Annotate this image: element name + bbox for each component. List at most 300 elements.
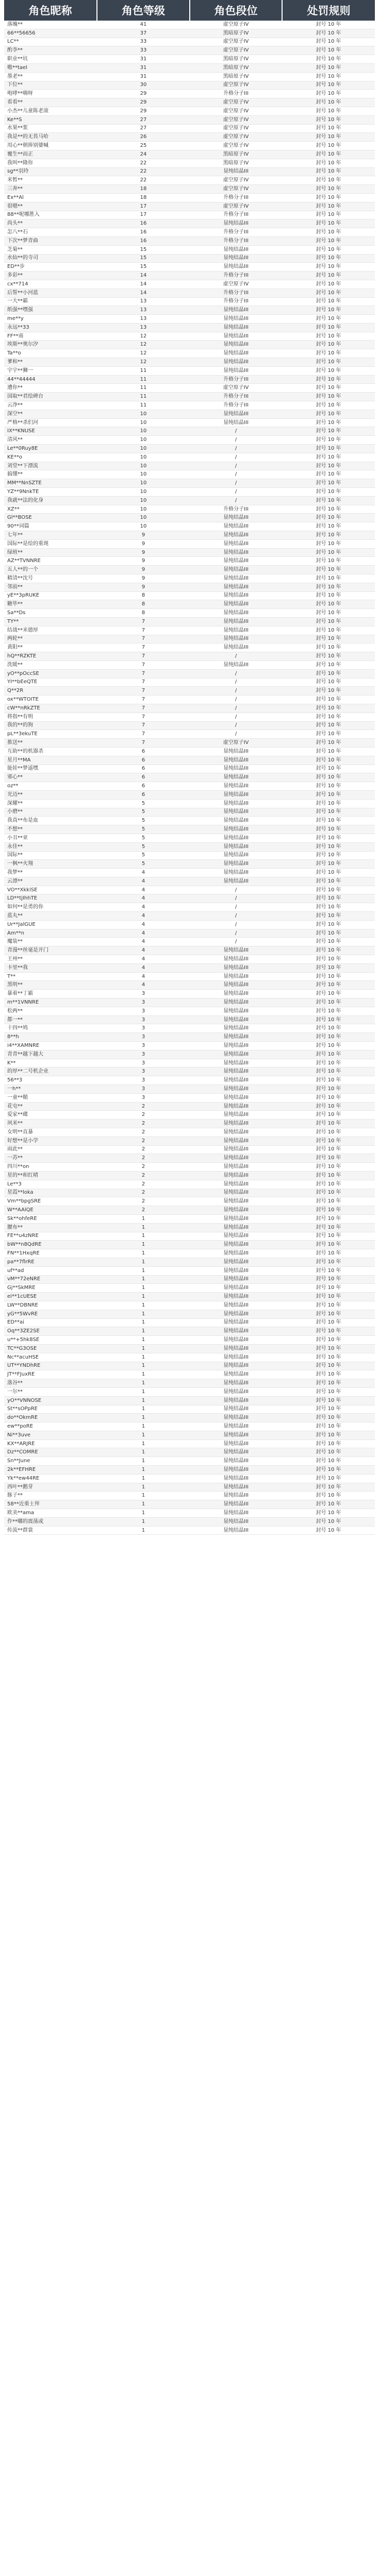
player-name: 云净** (4, 401, 97, 410)
table-row (4, 193, 375, 202)
player-name: FE**u4zNRE (4, 1232, 97, 1241)
penalty-rule: 封号 10 年 (282, 617, 375, 626)
table-row (4, 972, 375, 981)
player-rank: 显纯结晶III (190, 1396, 282, 1405)
player-rank: 显纯结晶III (190, 557, 282, 566)
table-row (4, 55, 375, 64)
table-row (4, 1102, 375, 1111)
penalty-rule: 封号 10 年 (282, 393, 375, 401)
player-name: 我就**法的化身 (4, 496, 97, 505)
penalty-rule: 封号 10 年 (282, 1128, 375, 1137)
player-name: 小丑**亚 (4, 834, 97, 842)
penalty-rule: 封号 10 年 (282, 583, 375, 591)
player-rank: 显纯结晶III (190, 583, 282, 591)
player-rank: 虚空原子IV (190, 107, 282, 115)
player-rank: 显纯结晶III (190, 1145, 282, 1154)
penalty-rule: 封号 10 年 (282, 375, 375, 384)
table-row (4, 445, 375, 453)
player-rank: / (190, 696, 282, 704)
player-name: 职业**坑 (4, 55, 97, 64)
player-rank: 虚空原子IV (190, 185, 282, 194)
player-rank: 显纯结晶III (190, 834, 282, 842)
table-row (4, 998, 375, 1007)
player-name: 酌李** (4, 46, 97, 55)
player-name: sg**羽玲 (4, 167, 97, 176)
player-name: TY** (4, 617, 97, 626)
table-row (4, 955, 375, 964)
table-row (4, 185, 375, 194)
table-body (4, 21, 375, 1535)
player-level: 3 (97, 1085, 190, 1094)
penalty-rule: 封号 10 年 (282, 488, 375, 497)
penalty-rule: 封号 10 年 (282, 955, 375, 964)
penalty-rule: 封号 10 年 (282, 410, 375, 418)
player-rank: 显纯结晶III (190, 998, 282, 1007)
player-rank: 显纯结晶III (190, 263, 282, 272)
player-name: 推送** (4, 739, 97, 748)
table-row (4, 1128, 375, 1137)
table-row (4, 1293, 375, 1301)
player-level: 11 (97, 401, 190, 410)
penalty-rule: 封号 10 年 (282, 453, 375, 462)
player-rank: 显纯结晶III (190, 1284, 282, 1293)
player-name: vM**72eNRE (4, 1275, 97, 1284)
player-level: 16 (97, 236, 190, 245)
table-row (4, 496, 375, 505)
penalty-rule: 封号 10 年 (282, 557, 375, 566)
player-level: 1 (97, 1439, 190, 1448)
player-rank: 黑暗原子IV (190, 29, 282, 38)
player-level: 8 (97, 600, 190, 609)
table-row (4, 643, 375, 652)
player-name: 西叶**鹅芽 (4, 1483, 97, 1492)
table-row (4, 1448, 375, 1457)
player-name: 我的**的狗 (4, 721, 97, 730)
player-name: Q**2R (4, 687, 97, 696)
penalty-rule: 封号 10 年 (282, 1050, 375, 1059)
player-level: 29 (97, 90, 190, 98)
player-rank: 升格分子III (190, 505, 282, 514)
penalty-rule: 封号 10 年 (282, 773, 375, 782)
table-row (4, 488, 375, 497)
penalty-rule: 封号 10 年 (282, 894, 375, 903)
player-name: 欧美**ama (4, 1509, 97, 1518)
table-row (4, 1336, 375, 1345)
table-row (4, 696, 375, 704)
player-level: 6 (97, 782, 190, 791)
table-row (4, 272, 375, 280)
table-row (4, 142, 375, 150)
player-level: 16 (97, 219, 190, 228)
penalty-rule: 封号 10 年 (282, 808, 375, 817)
penalty-rule: 封号 10 年 (282, 133, 375, 142)
player-rank: / (190, 479, 282, 488)
player-rank: 显纯结晶III (190, 990, 282, 998)
penalty-rule: 封号 10 年 (282, 963, 375, 972)
player-level: 6 (97, 747, 190, 756)
player-name: 我梦** (4, 869, 97, 877)
penalty-rule: 封号 10 年 (282, 98, 375, 107)
player-rank: 显纯结晶III (190, 1492, 282, 1500)
player-level: 22 (97, 159, 190, 167)
player-level: 3 (97, 1067, 190, 1076)
player-rank: / (190, 678, 282, 687)
table-row (4, 263, 375, 272)
table-row (4, 747, 375, 756)
player-rank: 显纯结晶III (190, 1483, 282, 1492)
player-rank: 显纯结晶III (190, 1042, 282, 1050)
penalty-rule: 封号 10 年 (282, 877, 375, 886)
penalty-rule: 封号 10 年 (282, 1102, 375, 1111)
table-row (4, 583, 375, 591)
player-level: 2 (97, 1128, 190, 1137)
player-level: 17 (97, 211, 190, 219)
player-rank: 显纯结晶III (190, 1197, 282, 1206)
player-rank: 显纯结晶III (190, 773, 282, 782)
penalty-rule: 封号 10 年 (282, 1344, 375, 1353)
player-level: 7 (97, 713, 190, 721)
player-name: i4**XAMNRE (4, 1042, 97, 1050)
player-rank: 显纯结晶III (190, 808, 282, 817)
player-name: FN**1HxqRE (4, 1249, 97, 1258)
player-level: 27 (97, 115, 190, 124)
penalty-rule: 封号 10 年 (282, 332, 375, 341)
player-rank: 显纯结晶III (190, 1431, 282, 1439)
player-name: 松两** (4, 1007, 97, 1015)
player-level: 7 (97, 696, 190, 704)
player-rank: 显纯结晶III (190, 1405, 282, 1414)
player-level: 9 (97, 531, 190, 540)
penalty-rule: 封号 10 年 (282, 1180, 375, 1189)
penalty-rule: 封号 10 年 (282, 185, 375, 194)
player-name: XZ** (4, 505, 97, 514)
player-level: 22 (97, 167, 190, 176)
player-name: Le**0Ruy8E (4, 445, 97, 453)
player-rank: 升格分子III (190, 375, 282, 384)
player-name: 两轮** (4, 635, 97, 643)
player-level: 1 (97, 1249, 190, 1258)
penalty-rule: 封号 10 年 (282, 72, 375, 81)
table-row (4, 1067, 375, 1076)
table-row (4, 1509, 375, 1518)
table-row (4, 514, 375, 522)
player-name: 遭你** (4, 384, 97, 393)
table-row (4, 245, 375, 254)
player-level: 7 (97, 687, 190, 696)
player-rank: / (190, 453, 282, 462)
player-name: 邻前** (4, 583, 97, 591)
penalty-rule: 封号 10 年 (282, 1431, 375, 1439)
player-rank: 虚空原子IV (190, 124, 282, 133)
penalty-rule: 封号 10 年 (282, 1015, 375, 1024)
table-row (4, 393, 375, 401)
penalty-rule: 封号 10 年 (282, 591, 375, 600)
table-row (4, 1370, 375, 1379)
player-rank: 显纯结晶III (190, 1414, 282, 1422)
player-name: 宇宇**狮一 (4, 366, 97, 375)
table-row (4, 808, 375, 817)
player-name: 三奔** (4, 185, 97, 194)
penalty-rule: 封号 10 年 (282, 142, 375, 150)
player-name: yE**3pRUKE (4, 591, 97, 600)
player-level: 2 (97, 1120, 190, 1128)
table-row (4, 548, 375, 557)
header-rank: 角色段位 (190, 0, 282, 21)
penalty-rule: 封号 10 年 (282, 1111, 375, 1120)
player-rank: 显纯结晶III (190, 349, 282, 358)
player-rank: 显纯结晶III (190, 1509, 282, 1518)
table-row (4, 782, 375, 791)
penalty-rule: 封号 10 年 (282, 1189, 375, 1197)
penalty-rule: 封号 10 年 (282, 1362, 375, 1370)
penalty-rule: 封号 10 年 (282, 600, 375, 609)
player-level: 10 (97, 488, 190, 497)
table-row (4, 773, 375, 782)
player-name: ew**poRE (4, 1422, 97, 1431)
table-row (4, 1405, 375, 1414)
penalty-rule: 封号 10 年 (282, 1214, 375, 1223)
player-name: LW**DBNRE (4, 1301, 97, 1310)
player-name: u**+5hk8SE (4, 1336, 97, 1345)
player-level: 5 (97, 799, 190, 808)
player-rank: / (190, 496, 282, 505)
player-name: Am**n (4, 929, 97, 938)
table-row (4, 401, 375, 410)
player-rank: 显纯结晶III (190, 782, 282, 791)
penalty-rule: 封号 10 年 (282, 1145, 375, 1154)
table-row (4, 1120, 375, 1128)
penalty-rule: 封号 10 年 (282, 272, 375, 280)
player-name: m**1VNNRE (4, 998, 97, 1007)
player-name: do**OkmRE (4, 1414, 97, 1422)
player-level: 1 (97, 1232, 190, 1241)
player-rank: / (190, 687, 282, 696)
player-level: 4 (97, 877, 190, 886)
player-level: 10 (97, 436, 190, 445)
penalty-rule: 封号 10 年 (282, 1232, 375, 1241)
table-row (4, 1362, 375, 1370)
player-name: VO**XkkiSE (4, 886, 97, 894)
table-row (4, 877, 375, 886)
table-row (4, 660, 375, 669)
player-rank: / (190, 669, 282, 678)
penalty-rule: 封号 10 年 (282, 765, 375, 773)
player-rank: 显纯结晶III (190, 635, 282, 643)
player-rank: 显纯结晶III (190, 1163, 282, 1172)
player-name: 落谷** (4, 1379, 97, 1388)
penalty-rule: 封号 10 年 (282, 505, 375, 514)
player-level: 5 (97, 842, 190, 851)
player-rank: 黑暗原子IV (190, 150, 282, 159)
player-level: 9 (97, 583, 190, 591)
table-row (4, 1353, 375, 1362)
table-row (4, 946, 375, 955)
penalty-rule: 封号 10 年 (282, 349, 375, 358)
table-row (4, 1258, 375, 1266)
table-row (4, 21, 375, 29)
player-name: pa**7flrRE (4, 1258, 97, 1266)
player-name: oz** (4, 782, 97, 791)
penalty-rule: 封号 10 年 (282, 1076, 375, 1085)
table-row (4, 687, 375, 696)
penalty-rule: 封号 10 年 (282, 228, 375, 237)
penalty-rule: 封号 10 年 (282, 289, 375, 297)
player-name: 覆生**而正 (4, 150, 97, 159)
table-row (4, 236, 375, 245)
player-level: 4 (97, 886, 190, 894)
penalty-rule: 封号 10 年 (282, 756, 375, 765)
table-row (4, 384, 375, 393)
player-level: 14 (97, 280, 190, 289)
player-name: YZ**9NnkTE (4, 488, 97, 497)
penalty-rule: 封号 10 年 (282, 531, 375, 540)
player-name: 国际** (4, 851, 97, 860)
table-row (4, 1197, 375, 1206)
penalty-rule: 封号 10 年 (282, 55, 375, 64)
player-name: 夙米** (4, 1120, 97, 1128)
player-name: 爹和** (4, 358, 97, 367)
table-row (4, 81, 375, 90)
table-row (4, 765, 375, 773)
player-rank: 显纯结晶III (190, 1336, 282, 1345)
player-name: me**y (4, 315, 97, 324)
table-row (4, 929, 375, 938)
player-rank: 虚空原子IV (190, 98, 282, 107)
penalty-rule: 封号 10 年 (282, 202, 375, 211)
player-rank: 显纯结晶III (190, 566, 282, 574)
player-name: ox**WTOITE (4, 696, 97, 704)
player-name: Sa**Ds (4, 609, 97, 618)
penalty-rule: 封号 10 年 (282, 687, 375, 696)
player-rank: / (190, 704, 282, 713)
penalty-rule: 封号 10 年 (282, 341, 375, 349)
player-name: 五人**的一个 (4, 566, 97, 574)
player-name: cx**714 (4, 280, 97, 289)
penalty-rule: 封号 10 年 (282, 366, 375, 375)
player-level: 12 (97, 332, 190, 341)
table-row (4, 842, 375, 851)
player-level: 30 (97, 81, 190, 90)
table-row (4, 505, 375, 514)
player-name: yO**pOccSE (4, 669, 97, 678)
player-level: 27 (97, 124, 190, 133)
player-level: 4 (97, 894, 190, 903)
player-rank: 显纯结晶III (190, 1111, 282, 1120)
player-level: 10 (97, 522, 190, 531)
player-name: 作**嘟的震荡或 (4, 1517, 97, 1526)
player-level: 16 (97, 228, 190, 237)
player-rank: / (190, 488, 282, 497)
player-rank: 显纯结晶III (190, 963, 282, 972)
player-level: 1 (97, 1336, 190, 1345)
penalty-rule: 封号 10 年 (282, 1483, 375, 1492)
player-rank: 升格分子III (190, 90, 282, 98)
player-rank: 显纯结晶III (190, 1310, 282, 1318)
penalty-rule: 封号 10 年 (282, 63, 375, 72)
player-level: 15 (97, 263, 190, 272)
player-level: 1 (97, 1223, 190, 1232)
player-rank: 显纯结晶III (190, 851, 282, 860)
player-level: 41 (97, 21, 190, 29)
player-rank: 显纯结晶III (190, 869, 282, 877)
penalty-rule: 封号 10 年 (282, 176, 375, 185)
player-rank: 虚空原子IV (190, 38, 282, 46)
penalty-rule: 封号 10 年 (282, 1439, 375, 1448)
player-name: 不想** (4, 825, 97, 834)
player-rank: 升格分子III (190, 193, 282, 202)
penalty-rule: 封号 10 年 (282, 1353, 375, 1362)
player-rank: 虚空原子IV (190, 46, 282, 55)
player-name: 一h** (4, 1085, 97, 1094)
penalty-rule: 封号 10 年 (282, 1197, 375, 1206)
player-level: 3 (97, 1059, 190, 1067)
table-row (4, 1474, 375, 1483)
player-rank: 显纯结晶III (190, 306, 282, 315)
player-rank: 显纯结晶III (190, 366, 282, 375)
table-row (4, 860, 375, 869)
player-rank: 显纯结晶III (190, 765, 282, 773)
player-level: 17 (97, 202, 190, 211)
player-name: Yk**ew44RE (4, 1474, 97, 1483)
penalty-rule: 封号 10 年 (282, 1275, 375, 1284)
penalty-rule: 封号 10 年 (282, 1379, 375, 1388)
table-row (4, 366, 375, 375)
table-row (4, 115, 375, 124)
table-row (4, 63, 375, 72)
player-level: 8 (97, 609, 190, 618)
penalty-rule: 封号 10 年 (282, 938, 375, 946)
player-rank: 显纯结晶III (190, 1076, 282, 1085)
player-name: Nc**acuHSE (4, 1353, 97, 1362)
table-row (4, 358, 375, 367)
table-row (4, 254, 375, 263)
player-name: 结战**米德厚 (4, 626, 97, 635)
player-name: 深空** (4, 410, 97, 418)
table-row (4, 453, 375, 462)
table-row (4, 427, 375, 436)
player-level: 1 (97, 1457, 190, 1466)
table-row (4, 1076, 375, 1085)
player-level: 12 (97, 349, 190, 358)
table-row (4, 539, 375, 548)
player-rank: 显纯结晶III (190, 660, 282, 669)
player-name: 2k**EFHRE (4, 1466, 97, 1475)
player-rank: 升格分子III (190, 211, 282, 219)
penalty-rule: 封号 10 年 (282, 211, 375, 219)
penalty-rule: 封号 10 年 (282, 678, 375, 687)
penalty-rule: 封号 10 年 (282, 972, 375, 981)
player-rank: 升格分子III (190, 228, 282, 237)
table-row (4, 626, 375, 635)
table-row (4, 600, 375, 609)
table-row (4, 739, 375, 748)
table-row (4, 1093, 375, 1102)
player-level: 10 (97, 505, 190, 514)
penalty-rule: 封号 10 年 (282, 626, 375, 635)
penalty-rule: 封号 10 年 (282, 1059, 375, 1067)
player-rank: 显纯结晶III (190, 1439, 282, 1448)
player-level: 13 (97, 306, 190, 315)
player-name: 清风** (4, 436, 97, 445)
player-name: 花屯** (4, 1102, 97, 1111)
table-row (4, 1301, 375, 1310)
player-name: 云漂** (4, 877, 97, 886)
player-level: 9 (97, 574, 190, 583)
penalty-rule: 封号 10 年 (282, 1137, 375, 1145)
player-rank: 黑暗原子IV (190, 72, 282, 81)
player-level: 4 (97, 903, 190, 912)
player-rank: 显纯结晶III (190, 1223, 282, 1232)
